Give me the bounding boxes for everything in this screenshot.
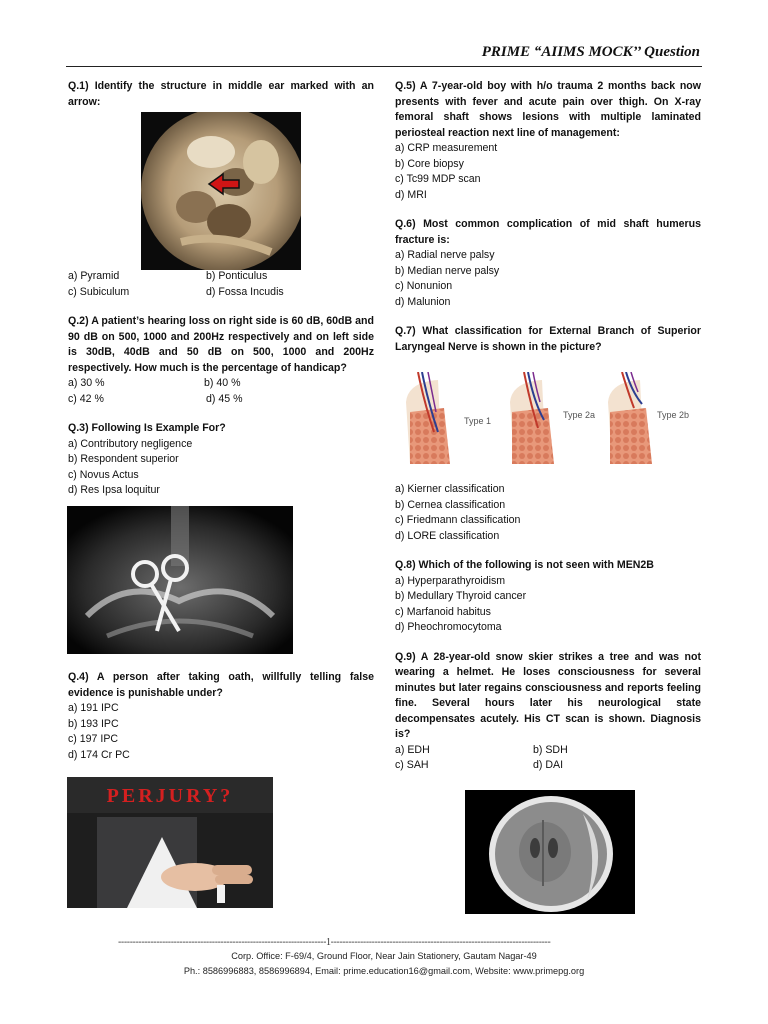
left-column: [68, 79, 374, 110]
q9-option-b[interactable]: b) SDH: [533, 743, 568, 756]
q8-option-b[interactable]: b) Medullary Thyroid cancer: [395, 590, 527, 602]
q1-option-d[interactable]: d) Fossa Incudis: [206, 285, 284, 298]
q7-q9-block: [395, 482, 701, 774]
question-6: Q.6) Most common complication of mid shaft humerus fracture is:: [395, 218, 701, 246]
perjury-image: [67, 777, 273, 908]
type2a-label: Type 2a: [563, 410, 596, 420]
q6-option-b[interactable]: b) Median nerve palsy: [395, 264, 500, 277]
q4-option-a[interactable]: a) 191 IPC: [68, 702, 119, 714]
q2-option-a[interactable]: a) 30 %: [68, 377, 105, 389]
q1-option-b[interactable]: b) Ponticulus: [206, 270, 268, 282]
page-header-title: PRIME “AIIMS MOCK’’ Question: [481, 44, 700, 60]
question-7: Q.7) What classification for External Branch of Superior Laryngeal Nerve is shown in the picture?: [395, 325, 701, 353]
question-1: Q.1) Identify the structure in middle ear marked with an arrow:: [68, 80, 374, 108]
q3-option-c[interactable]: c) Novus Actus: [68, 468, 139, 481]
q4-option-b[interactable]: b) 193 IPC: [68, 717, 119, 730]
q9-option-a[interactable]: a) EDH: [395, 743, 430, 756]
q1-options: [68, 269, 374, 499]
footer-contact: Ph.: 8586996883, 8586996894, Email: prime.education16@gmail.com, Website: www.primepg.org: [183, 966, 585, 976]
perjury-text: PERJURY?: [106, 785, 234, 807]
q8-option-d[interactable]: d) Pheochromocytoma: [395, 621, 502, 633]
q1-option-a[interactable]: a) Pyramid: [68, 270, 120, 282]
q5-option-a[interactable]: a) CRP measurement: [395, 142, 498, 154]
q5-option-d[interactable]: d) MRI: [395, 188, 427, 201]
footer-address: Corp. Office: F-69/4, Ground Floor, Near Jain Stationery, Gautam Nagar-49: [231, 951, 537, 961]
ct-scan-image: [465, 790, 635, 914]
question-5: Q.5) A 7-year-old boy with h/o trauma 2 months back now presents with fever and acute pain over thigh. On X-ray femoral shaft shows lesions with multiple laminated periosteal reaction next line of management:: [395, 80, 701, 139]
q4-option-d[interactable]: d) 174 Cr PC: [68, 748, 130, 761]
q4-option-c[interactable]: c) 197 IPC: [68, 733, 119, 745]
slnerve-classification-image: [398, 372, 703, 464]
q2-option-b[interactable]: b) 40 %: [204, 377, 241, 389]
type1-label: Type 1: [464, 416, 492, 426]
question-9: Q.9) A 28-year-old snow skier strikes a tree and was not wearing a helmet. He loses consciousness for several minutes but later regains consciousness and reports feeling fine. Several hours later his neurological state decompensates acutely. His CT scan is shown. Diagnosis is?: [395, 650, 701, 740]
q9-option-d[interactable]: d) DAI: [533, 759, 564, 771]
question-8: Q.8) Which of the following is not seen with MEN2B: [395, 559, 654, 571]
q1-option-c[interactable]: c) Subiculum: [68, 285, 130, 298]
page-number: 1: [326, 937, 331, 948]
q3-option-a[interactable]: a) Contributory negligence: [68, 437, 193, 450]
q5-option-c[interactable]: c) Tc99 MDP scan: [395, 173, 481, 185]
type2b-label: Type 2b: [657, 410, 690, 420]
q8-option-a[interactable]: a) Hyperparathyroidism: [395, 574, 506, 587]
q7-option-c[interactable]: c) Friedmann classification: [395, 514, 521, 526]
q4-block: [68, 670, 374, 763]
q8-option-c[interactable]: c) Marfanoid habitus: [395, 605, 491, 618]
q6-option-c[interactable]: c) Nonunion: [395, 280, 453, 292]
xray-scissors-image: [67, 506, 293, 654]
middle-ear-image: [141, 112, 301, 270]
q3-option-d[interactable]: d) Res Ipsa loquitur: [68, 484, 160, 496]
q5-option-b[interactable]: b) Core biopsy: [395, 157, 464, 170]
q7-option-a[interactable]: a) Kierner classification: [395, 483, 505, 495]
right-column: [395, 79, 701, 355]
q2-option-d[interactable]: d) 45 %: [206, 392, 243, 405]
question-2: Q.2) A patient’s hearing loss on right side is 60 dB, 60dB and 90 dB on 500, 1000 and 200Hz respectively and on left side is 30dB, 40dB and 50 dB on 500, 1000 and 200Hz respectively. How much is the percentage of handicap?: [68, 315, 374, 374]
q7-option-b[interactable]: b) Cernea classification: [395, 498, 506, 511]
q3-option-b[interactable]: b) Respondent superior: [68, 453, 179, 465]
header-divider: [66, 66, 702, 67]
q6-option-d[interactable]: d) Malunion: [395, 295, 451, 308]
footer-divider: -----------------------------------------------------------------------1---------------------------------------------------------------------------: [118, 937, 551, 948]
q2-option-c[interactable]: c) 42 %: [68, 392, 104, 405]
question-3: Q.3) Following Is Example For?: [68, 422, 226, 434]
q9-option-c[interactable]: c) SAH: [395, 759, 429, 771]
q6-option-a[interactable]: a) Radial nerve palsy: [395, 249, 495, 261]
question-4: Q.4) A person after taking oath, willfully telling false evidence is punishable under?: [68, 671, 374, 699]
q7-option-d[interactable]: d) LORE classification: [395, 529, 500, 542]
